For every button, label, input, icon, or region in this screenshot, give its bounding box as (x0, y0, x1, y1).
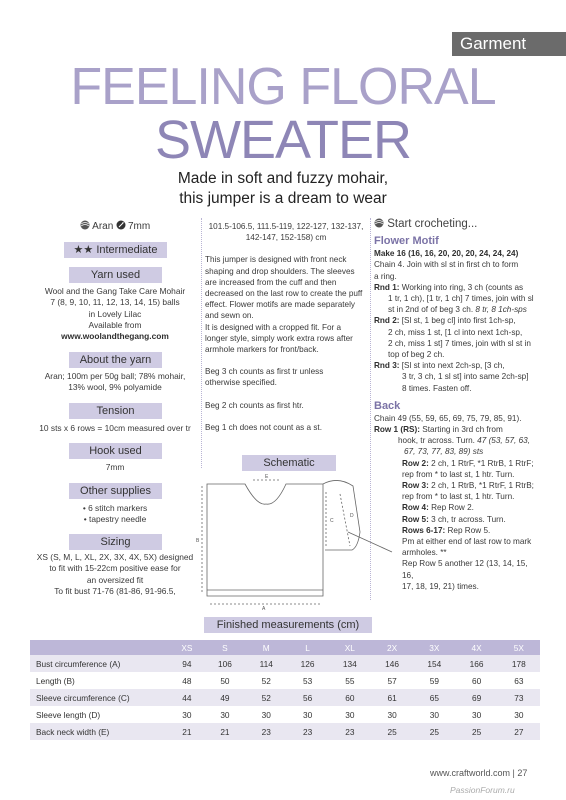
table-cell: 52 (246, 672, 286, 689)
table-cell: 30 (329, 706, 371, 723)
instruction-line: 2 ch, 1 RtrB, *1 RtrF, 1 RtrB; (428, 481, 534, 491)
sizing-header: Sizing (69, 534, 162, 550)
instruction-line: [Sl st, 1 beg cl] into first 1ch-sp, (399, 316, 516, 326)
instruction-line: rep from * to last st, 1 htr. Turn. (402, 492, 515, 502)
star-icon: ★★ (73, 244, 94, 256)
row-label: Sleeve circumference (C) (30, 689, 170, 706)
row-label: Row 1 (RS): (374, 425, 420, 435)
stitch-count: 47 (53, 57, 63, (474, 436, 530, 446)
instruction-line: 3 tr, 3 ch, 1 sl st] into same 2ch-sp] (402, 372, 529, 382)
yarn-used-line: in Lovely Lilac (88, 308, 142, 319)
table-row (30, 689, 540, 706)
start-label: Start crocheting... (387, 218, 478, 230)
table-cell: 59 (413, 672, 455, 689)
row-label: Row 3: (402, 481, 429, 491)
table-cell: 48 (170, 672, 204, 689)
note-line: Beg 2 ch counts as first htr. (205, 400, 304, 410)
supply-item: • tapestry needle (83, 514, 147, 525)
instruction-line: 2 ch, miss 1 st, [1 cl into next 1ch-sp, (388, 327, 523, 337)
sizing-line: XS (S, M, L, XL, 2X, 3X, 4X, 5X) designed (36, 552, 194, 562)
table-cell: 27 (498, 723, 540, 740)
table-cell: 63 (498, 672, 540, 689)
instruction-line: 17, 18, 19, 21) times. (402, 581, 479, 591)
size-header: L (286, 640, 328, 655)
table-cell: 166 (455, 655, 497, 672)
table-cell: 178 (498, 655, 540, 672)
table-cell: 30 (455, 706, 497, 723)
table-cell: 30 (204, 706, 246, 723)
stitch-count: 67, 73, 77, 83, 89) sts (404, 447, 484, 457)
svg-text:E: E (265, 474, 269, 480)
column-divider (201, 218, 202, 468)
table-cell: 94 (170, 655, 204, 672)
yarn-weight-hook-line (34, 220, 196, 232)
start-heading (374, 218, 534, 230)
size-header: S (204, 640, 246, 655)
yarn-website: www.woolandthegang.com (61, 331, 169, 342)
sizing-line: To fit bust 71-76 (81-86, 91-96.5, (54, 585, 176, 596)
table-cell: 23 (286, 723, 328, 740)
subtitle (0, 169, 566, 209)
hook-size: 7mm (127, 221, 151, 232)
yarn-used-line: Wool and the Gang Take Care Mohair (44, 286, 186, 296)
table-cell: 106 (204, 655, 246, 672)
table-cell: 49 (204, 689, 246, 706)
about-yarn-text (34, 371, 196, 394)
flower-motif-title: Flower Motif (374, 235, 439, 248)
make-line: Make 16 (16, 16, 20, 20, 20, 24, 24, 24) (374, 249, 519, 259)
row-label: Row 2: (402, 458, 429, 468)
size-header: 4X (455, 640, 497, 655)
sizing-line: to fit with 15-22cm positive ease for (49, 563, 181, 574)
table-cell: 73 (498, 689, 540, 706)
table-cell: 30 (246, 706, 286, 723)
row-label: Back neck width (E) (30, 723, 170, 740)
table-cell: 114 (246, 655, 286, 672)
table-cell: 57 (371, 672, 413, 689)
other-supplies-text (34, 503, 196, 526)
intro-line: decreased on the last row to create the puff (205, 289, 363, 299)
table-body (30, 655, 540, 740)
svg-text:B: B (196, 538, 200, 544)
hook-used-text: 7mm (105, 462, 125, 472)
table-row (30, 672, 540, 689)
instruction-line: Pm at either end of last row to mark (402, 537, 532, 547)
instruction-line: 3 ch, tr across. Turn. (428, 514, 506, 524)
table-row (30, 723, 540, 740)
yarn-used-line: 7 (8, 9, 10, 11, 12, 13, 14, 15) balls (50, 297, 180, 308)
instruction-line: 8 times. Fasten off. (402, 383, 472, 393)
table-cell: 25 (455, 723, 497, 740)
instruction-line: [Sl st into next 2ch-sp, [3 ch, (399, 361, 505, 371)
table-cell: 60 (329, 689, 371, 706)
measurements-table (30, 640, 540, 740)
sizing-line: an oversized fit (86, 574, 144, 585)
table-cell: 154 (413, 655, 455, 672)
instruction-line: Rep Row 5. (445, 525, 491, 535)
stitch-count: 8 tr, 8 1ch-sps (473, 305, 527, 315)
table-row (30, 706, 540, 723)
table-cell: 55 (329, 672, 371, 689)
table-cell: 21 (204, 723, 246, 740)
title-line-1: FEELING FLORAL (70, 58, 496, 116)
table-cell: 60 (455, 672, 497, 689)
middle-text (205, 221, 367, 433)
instruction-line: Chain 49 (55, 59, 65, 69, 75, 79, 85, 91). (374, 413, 522, 423)
about-line: 13% wool, 9% polyamide (68, 382, 162, 393)
back-title: Back (374, 399, 401, 412)
table-cell: 65 (413, 689, 455, 706)
intro-line: are increased from the cuff and then (205, 277, 337, 287)
table-title: Finished measurements (cm) (204, 617, 372, 633)
table-cell: 30 (371, 706, 413, 723)
size-header: XS (170, 640, 204, 655)
row-label: Row 4: (402, 503, 429, 513)
instruction-line: 2 ch, miss 1 st] 7 times, join with sl st in (388, 338, 531, 348)
header-blank (30, 640, 170, 655)
intro-line: shaping and drop shoulders. The sleeves (205, 266, 355, 276)
table-cell: 52 (246, 689, 286, 706)
svg-text:C: C (330, 518, 334, 524)
level-header (64, 242, 167, 258)
table-cell: 25 (371, 723, 413, 740)
intro-line: This jumper is designed with front neck (205, 255, 347, 265)
sizing-cont-line: 142-147, 152-158) cm (245, 233, 327, 243)
table-cell: 61 (371, 689, 413, 706)
note-line: otherwise specified. (205, 378, 277, 388)
instruction-line: 1 tr, 1 ch), [1 tr, 1 ch] 7 times, join with sl (388, 294, 534, 304)
sizing-text (34, 552, 196, 597)
table-cell: 146 (371, 655, 413, 672)
page-footer: www.craftworld.com | 27 (430, 768, 528, 778)
row-label: Rows 6-17: (402, 525, 446, 535)
supply-item: • 6 stitch markers (82, 503, 148, 513)
table-header-row (30, 640, 540, 655)
tension-header: Tension (69, 403, 162, 419)
svg-text:D: D (350, 513, 354, 519)
table-cell: 126 (286, 655, 328, 672)
intro-line: and sewn on. (205, 311, 254, 321)
row-label: Sleeve length (D) (30, 706, 170, 723)
yarn-ball-icon (80, 221, 90, 231)
hook-used-header: Hook used (69, 443, 162, 459)
row-label: Bust circumference (A) (30, 655, 170, 672)
title-line-2: SWEATER (154, 110, 411, 170)
row-label: Length (B) (30, 672, 170, 689)
about-yarn-header: About the yarn (69, 352, 162, 368)
instruction-line: 2 ch, 1 RtrF, *1 RtrB, 1 RtrF; (428, 458, 534, 468)
section-tag: Garment (452, 32, 566, 56)
schematic-header: Schematic (242, 455, 336, 471)
round-label: Rnd 2: (374, 316, 400, 326)
instruction-line: Chain 4. Join with sl st in first ch to form (374, 260, 519, 270)
intro-line: armhole markers for front/back. (205, 345, 319, 355)
table-cell: 30 (286, 706, 328, 723)
yarn-ball-icon (374, 218, 384, 230)
instruction-line: Rep Row 2. (428, 503, 474, 513)
table-cell: 23 (329, 723, 371, 740)
tension-text: 10 sts x 6 rows = 10cm measured over tr (39, 423, 191, 433)
hook-icon (116, 221, 126, 231)
instruction-line: armholes. ** (402, 548, 447, 558)
table-cell: 50 (204, 672, 246, 689)
subtitle-line-1: Made in soft and fuzzy mohair, (177, 170, 389, 187)
table-cell: 56 (286, 689, 328, 706)
instruction-line: rep from * to last st, 1 htr. Turn. (402, 469, 515, 479)
intro-line: It is designed with a cropped fit. For a (205, 322, 342, 332)
table-cell: 23 (246, 723, 286, 740)
schematic-diagram (190, 472, 400, 612)
about-line: Aran; 100m per 50g ball; 78% mohair, (44, 371, 186, 381)
size-header: 3X (413, 640, 455, 655)
yarn-used-line: Available from (88, 319, 142, 330)
table-cell: 53 (286, 672, 328, 689)
right-text (374, 218, 534, 592)
note-line: Beg 1 ch does not count as a st. (205, 422, 322, 432)
sizing-cont-line: 101.5-106.5, 111.5-119, 122-127, 132-137, (208, 222, 364, 231)
yarn-weight: Aran (92, 221, 114, 232)
instruction-line: hook, tr across. Turn. (398, 436, 475, 446)
other-supplies-header: Other supplies (69, 483, 162, 499)
intro-line: longer style, simply work extra rows after (205, 333, 353, 343)
instruction-line: Working into ring, 3 ch (counts as (399, 282, 524, 292)
table-cell: 25 (413, 723, 455, 740)
round-label: Rnd 3: (374, 361, 400, 371)
instruction-line: st in 2nd of of beg 3 ch. (388, 305, 474, 315)
round-label: Rnd 1: (374, 282, 400, 292)
table-cell: 21 (170, 723, 204, 740)
table-cell: 44 (170, 689, 204, 706)
yarn-used-text (34, 286, 196, 342)
table-cell: 30 (170, 706, 204, 723)
intro-line: effect. Flower motifs are made separately (205, 300, 356, 310)
instruction-line: top of beg 2 ch. (388, 350, 445, 360)
instruction-line: a ring. (374, 271, 397, 281)
instruction-line: Rep Row 5 another 12 (13, 14, 15, 16, (402, 559, 528, 580)
size-header: M (246, 640, 286, 655)
yarn-used-header: Yarn used (69, 267, 162, 283)
note-line: Beg 3 ch counts as first tr unless (205, 367, 324, 377)
table-cell: 30 (498, 706, 540, 723)
table-cell: 69 (455, 689, 497, 706)
subtitle-line-2: this jumper is a dream to wear (179, 190, 387, 207)
size-header: 2X (371, 640, 413, 655)
table-row (30, 655, 540, 672)
table-cell: 30 (413, 706, 455, 723)
instruction-line: Starting in 3rd ch from (419, 425, 503, 435)
table-cell: 134 (329, 655, 371, 672)
row-label: Row 5: (402, 514, 429, 524)
size-header: 5X (498, 640, 540, 655)
watermark: PassionForum.ru (450, 785, 515, 795)
svg-text:A: A (262, 606, 266, 612)
level-label: Intermediate (96, 244, 158, 256)
size-header: XL (329, 640, 371, 655)
